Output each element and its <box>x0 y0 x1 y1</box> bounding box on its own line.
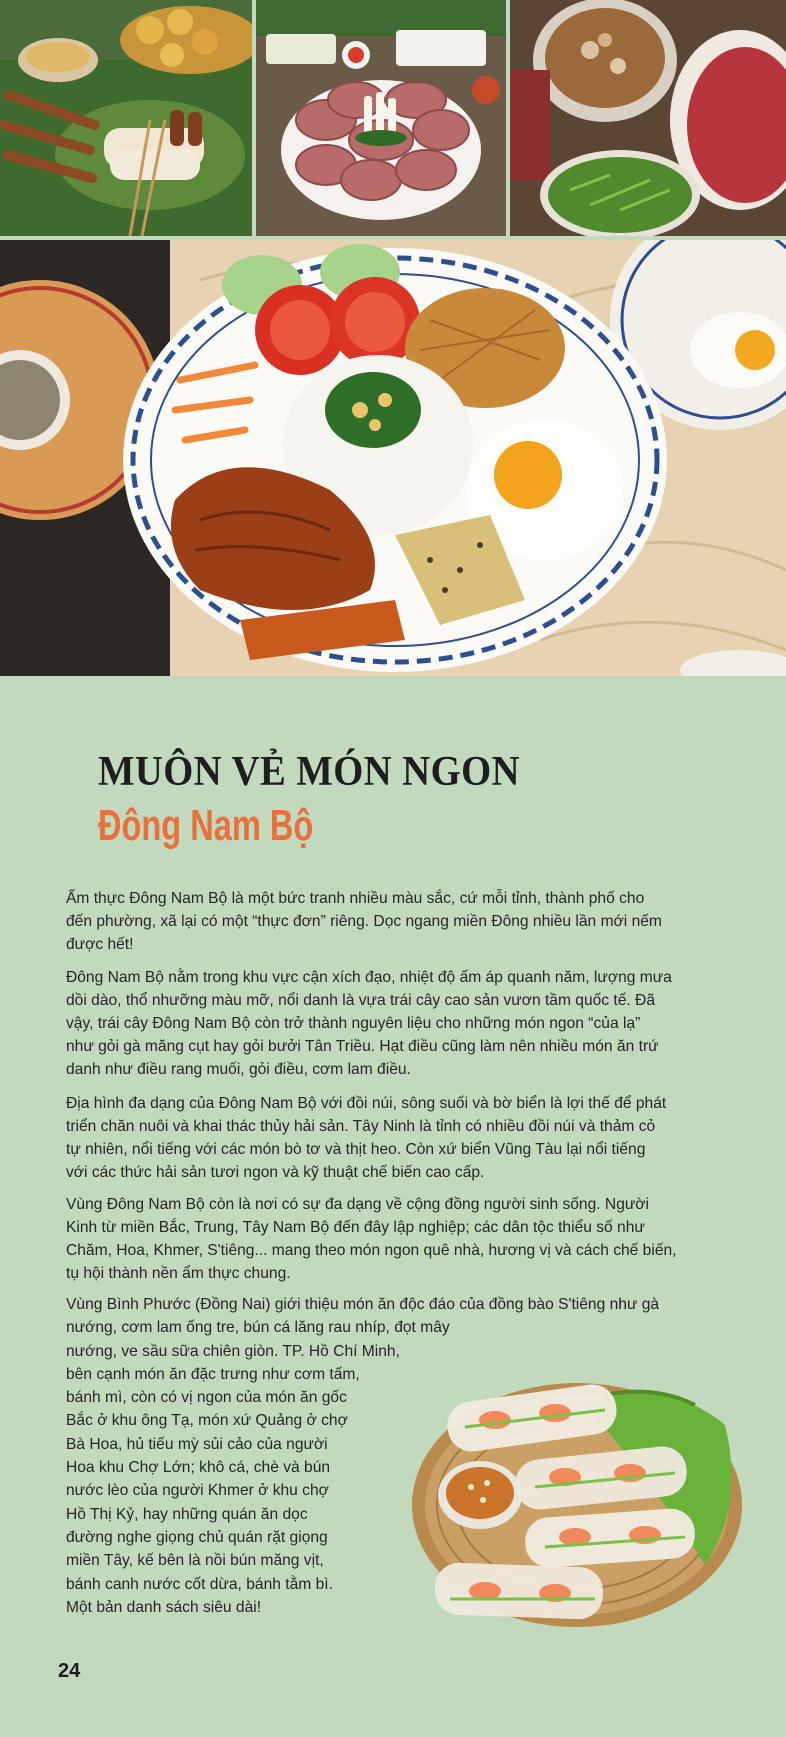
text-line: vậy, trái cây Đông Nam Bộ còn trở thành nguyên liệu cho những món ngon “của lạ” <box>66 1015 641 1032</box>
photo-com-tam-broken-rice-plate <box>0 240 786 676</box>
text-line: danh như điều rang muối, gỏi điều, cơm lam điều. <box>66 1061 411 1078</box>
text-line: Ẩm thực Đông Nam Bộ là một bức tranh nhiều màu sắc, cứ mỗi tỉnh, thành phố cho <box>66 890 645 907</box>
text-line: nước lèo của người Khmer ở khu chợ <box>66 1482 329 1500</box>
text-line: Bắc ở khu ông Tạ, món xứ Quảng ở chợ <box>66 1412 348 1430</box>
text-line: triển chăn nuôi và khai thác thủy hải sản. Tây Ninh là tỉnh có nhiều đồi núi và thảm cỏ <box>66 1118 656 1135</box>
text-line: Hoa khu Chợ Lớn; khô cá, chè và bún <box>66 1459 331 1477</box>
paragraph-1 <box>66 887 702 956</box>
photo-grilled-skewers-banh-xeo <box>0 0 252 236</box>
text-line: bên cạnh món ăn đặc trưng như cơm tấm, <box>66 1365 360 1383</box>
text-line: Một bản danh sách siêu dài! <box>66 1598 262 1616</box>
text-line: dồi dào, thổ nhưỡng màu mỡ, nổi danh là vựa trái cây cao sản vươn tầm quốc tế. Đã <box>66 992 656 1009</box>
text-line: Đông Nam Bộ nằm trong khu vực cận xích đạo, nhiệt độ ấm áp quanh năm, lượng mưa <box>66 969 672 986</box>
page-number: 24 <box>58 1660 81 1682</box>
text-line: nướng, cơm lam ống tre, bún cá lăng rau nhíp, đọt mây <box>66 1319 450 1337</box>
text-line: Bà Hoa, hủ tiếu mỳ sủi cảo của người <box>66 1435 328 1453</box>
text-line: miền Tây, kế bên là nồi bún măng vịt, <box>66 1552 324 1570</box>
paragraph-2 <box>66 966 702 1081</box>
paragraph-3 <box>66 1092 702 1184</box>
text-line: Hồ Thị Kỷ, hay những quán ăn dọc <box>66 1505 308 1523</box>
title-line-1: MUÔN VẺ MÓN NGON <box>98 749 521 795</box>
text-line: nướng, ve sầu sữa chiên giòn. TP. Hồ Chí Minh, <box>66 1342 400 1360</box>
text-line: được hết! <box>66 936 134 953</box>
paragraph-4 <box>66 1193 702 1285</box>
text-line: bánh mì, còn có vị ngon của món ăn gốc <box>66 1389 347 1407</box>
photo-hotpot-beef-greens <box>510 0 786 236</box>
text-line: đường nghe giọng chủ quán rặt giọng <box>66 1528 328 1546</box>
text-line: như gỏi gà măng cụt hay gỏi bưởi Tân Triều. Hạt điều cũng làm nên nhiều món ăn trứ <box>66 1038 659 1055</box>
text-line: đến phường, xã lại có một “thực đơn” riêng. Dọc ngang miền Đông nhiều lần mới nếm <box>66 913 662 930</box>
article-heading <box>98 748 698 854</box>
text-line: tự nhiên, nổi tiếng với các món bò tơ và thịt heo. Còn xứ biển Vũng Tàu lại nổi tiếng <box>66 1141 646 1158</box>
photo-sliced-meat-platter <box>256 0 506 236</box>
text-line: với các thức hải sản tươi ngon và kỹ thuật chế biến cao cấp. <box>66 1164 485 1181</box>
text-line: Địa hình đa dạng của Đông Nam Bộ với đồi núi, sông suối và bờ biển là lợi thế để phát <box>66 1095 667 1112</box>
photo-spring-rolls-basket <box>405 1365 750 1635</box>
title-line-2: Đông Nam Bộ <box>98 801 314 850</box>
text-line: Kinh từ miền Bắc, Trung, Tây Nam Bộ đến đây lập nghiệp; các dân tộc thiểu số như <box>66 1219 645 1236</box>
text-line: bánh canh nước cốt dừa, bánh tằm bì. <box>66 1575 333 1593</box>
text-line: Vùng Bình Phước (Đồng Nai) giới thiệu món ăn độc đáo của đồng bào S'tiêng như gà <box>66 1296 660 1313</box>
text-line: Vùng Đông Nam Bộ còn là nơi có sự đa dạng về cộng đồng người sinh sống. Người <box>66 1196 649 1213</box>
text-line: Chăm, Hoa, Khmer, S'tiêng... mang theo món ngon quê nhà, hương vị và cách chế biến, <box>66 1242 677 1259</box>
text-line: tụ hội thành nền ẩm thực chung. <box>66 1265 291 1282</box>
